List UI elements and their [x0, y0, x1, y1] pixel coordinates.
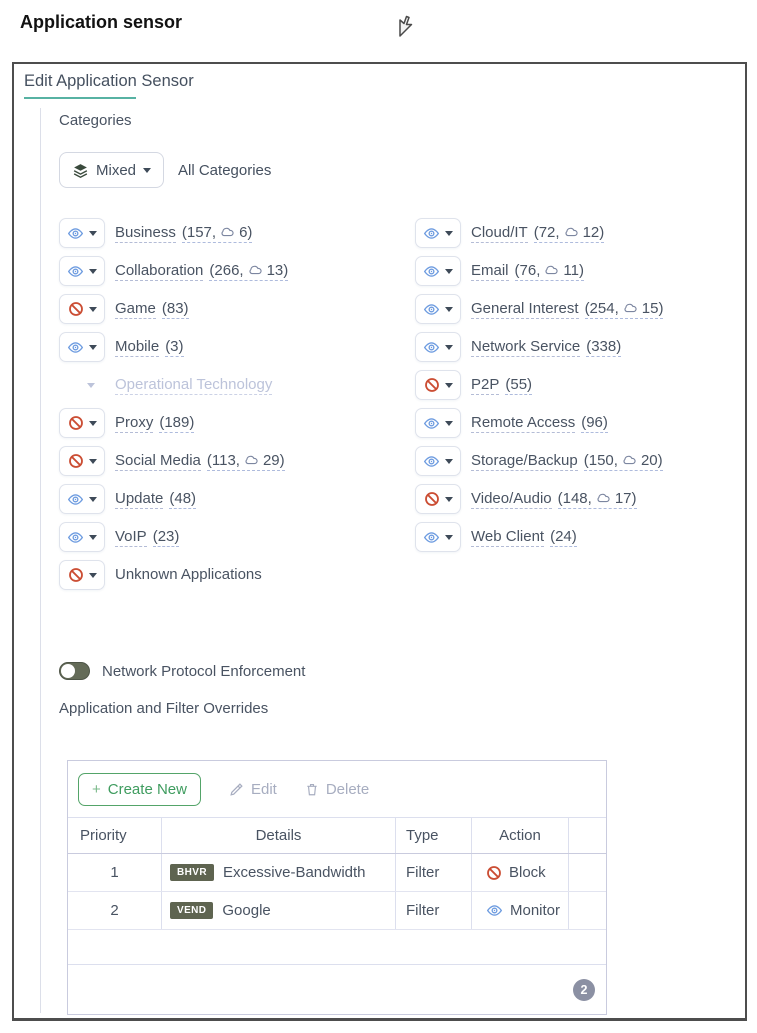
column-header-spacer [568, 818, 606, 853]
pencil-icon [229, 782, 244, 797]
form-indent-divider [40, 108, 41, 1013]
priority-cell: 2 [110, 902, 119, 919]
action-cell: Block [471, 854, 568, 891]
column-header-action[interactable]: Action [471, 818, 568, 853]
category-action-dropdown[interactable] [415, 446, 461, 476]
chevron-down-icon [89, 307, 97, 312]
panel-title: Edit Application Sensor [24, 72, 194, 90]
category-action-dropdown[interactable] [59, 446, 105, 476]
monitor-eye-icon [423, 301, 440, 318]
cloud-icon [244, 452, 259, 469]
monitor-eye-icon [486, 902, 503, 919]
chevron-down-icon [445, 307, 453, 312]
category-row [415, 442, 663, 480]
table-header-row [68, 818, 606, 854]
create-new-button[interactable]: + Create New [78, 773, 201, 806]
chevron-down-icon [89, 421, 97, 426]
type-cell: Filter [395, 854, 471, 891]
category-row [59, 328, 415, 366]
monitor-eye-icon [67, 225, 84, 242]
monitor-eye-icon [423, 225, 440, 242]
layers-icon [72, 162, 89, 179]
category-row [415, 252, 663, 290]
chevron-down-icon [89, 231, 97, 236]
chevron-down-icon [445, 535, 453, 540]
monitor-eye-icon [423, 339, 440, 356]
category-row [415, 366, 663, 404]
cloud-icon [622, 452, 637, 469]
category-action-dropdown[interactable] [415, 294, 461, 324]
category-action-dropdown[interactable] [59, 408, 105, 438]
category-label[interactable]: Proxy (189) [115, 413, 195, 431]
overrides-table [67, 760, 607, 1015]
chevron-down-icon [445, 345, 453, 350]
category-label[interactable]: Email (76, 11) [471, 261, 584, 279]
column-header-type[interactable]: Type [395, 818, 471, 853]
cloud-icon [248, 262, 263, 279]
category-label[interactable]: P2P (55) [471, 375, 533, 393]
table-footer [68, 964, 606, 1014]
category-row [59, 442, 415, 480]
plus-icon: + [92, 780, 101, 798]
overrides-label: Application and Filter Overrides [59, 700, 269, 717]
chevron-down-icon [89, 573, 97, 578]
category-row [59, 290, 415, 328]
monitor-eye-icon [67, 339, 84, 356]
category-row [59, 518, 415, 556]
category-label[interactable]: Network Service (338) [471, 337, 622, 355]
overrides-toolbar [68, 761, 606, 818]
network-protocol-enforcement-row [59, 662, 305, 680]
category-label[interactable]: Collaboration (266, 13) [115, 261, 289, 279]
category-label[interactable]: Web Client (24) [471, 527, 577, 545]
chevron-down-icon [445, 497, 453, 502]
category-row-empty [415, 556, 663, 594]
category-action-dropdown[interactable] [415, 484, 461, 514]
row-spacer [568, 892, 606, 929]
category-mode-caption: All Categories [178, 161, 272, 179]
category-action-dropdown[interactable] [415, 408, 461, 438]
category-label[interactable]: Cloud/IT (72, 12) [471, 223, 605, 241]
block-icon [68, 415, 84, 431]
block-icon [486, 865, 502, 881]
category-row [415, 290, 663, 328]
delete-button[interactable]: Delete [305, 781, 369, 798]
block-icon [424, 491, 440, 507]
category-action-dropdown[interactable] [59, 560, 105, 590]
monitor-eye-icon [67, 491, 84, 508]
category-mode-label: Mixed [96, 161, 137, 179]
edit-application-sensor-panel [12, 62, 747, 1021]
category-mode-dropdown-button[interactable] [59, 152, 164, 188]
category-label[interactable]: Storage/Backup (150, 20) [471, 451, 663, 469]
category-row [59, 556, 415, 594]
details-cell: BHVR Excessive-Bandwidth [161, 854, 395, 891]
cloud-icon [564, 224, 579, 241]
monitor-eye-icon [423, 263, 440, 280]
chevron-down-icon [445, 383, 453, 388]
category-row [59, 404, 415, 442]
cloud-icon [596, 490, 611, 507]
chevron-down-icon [89, 269, 97, 274]
category-action-dropdown[interactable] [415, 256, 461, 286]
category-row [415, 518, 663, 556]
column-header-details[interactable]: Details [161, 818, 395, 853]
block-icon [68, 567, 84, 583]
network-protocol-enforcement-label: Network Protocol Enforcement [102, 662, 306, 680]
priority-cell: 1 [110, 864, 119, 881]
category-label: Operational Technology [115, 375, 273, 393]
category-label[interactable]: Social Media (113, 29) [115, 451, 285, 469]
table-row[interactable] [68, 892, 606, 930]
chevron-down-icon [445, 459, 453, 464]
table-row[interactable] [68, 854, 606, 892]
trash-icon [305, 782, 319, 797]
block-icon [68, 301, 84, 317]
table-empty-space [68, 930, 606, 964]
category-action-dropdown[interactable] [59, 218, 105, 248]
edit-button[interactable]: Edit [229, 781, 277, 798]
chevron-down-icon [445, 421, 453, 426]
category-label[interactable]: Video/Audio (148, 17) [471, 489, 637, 507]
action-cell: Monitor [471, 892, 568, 929]
monitor-eye-icon [423, 415, 440, 432]
block-icon [424, 377, 440, 393]
category-row [415, 480, 663, 518]
monitor-eye-icon [67, 529, 84, 546]
category-row [415, 404, 663, 442]
column-header-priority[interactable]: Priority [80, 827, 127, 844]
category-row-disabled [59, 366, 415, 404]
block-icon [68, 453, 84, 469]
filter-type-tag: BHVR [170, 864, 214, 881]
category-label[interactable]: Remote Access (96) [471, 413, 608, 431]
category-action-dropdown[interactable] [415, 370, 461, 400]
monitor-eye-icon [423, 453, 440, 470]
chevron-down-icon [89, 497, 97, 502]
details-cell: VEND Google [161, 892, 395, 929]
category-label[interactable]: Game (83) [115, 299, 189, 317]
chevron-down-icon [89, 535, 97, 540]
cloud-icon [220, 224, 235, 241]
category-action-dropdown[interactable] [415, 332, 461, 362]
monitor-eye-icon [67, 263, 84, 280]
mouse-cursor-icon [395, 14, 413, 37]
chevron-down-icon [87, 383, 95, 388]
chevron-down-icon [89, 459, 97, 464]
category-grid [59, 214, 663, 594]
chevron-down-icon [89, 345, 97, 350]
category-action-dropdown[interactable] [415, 218, 461, 248]
chevron-down-icon [143, 168, 151, 173]
category-row [415, 328, 663, 366]
category-action-dropdown[interactable] [59, 294, 105, 324]
category-row [59, 480, 415, 518]
chevron-down-icon [445, 269, 453, 274]
row-spacer [568, 854, 606, 891]
category-row [415, 214, 663, 252]
chevron-down-icon [445, 231, 453, 236]
row-count-badge: 2 [573, 979, 595, 1001]
network-protocol-enforcement-toggle[interactable] [59, 662, 90, 680]
category-label[interactable]: Business (157, 6) [115, 223, 253, 241]
cloud-icon [623, 300, 638, 317]
categories-label: Categories [59, 112, 132, 129]
category-action-dropdown[interactable] [59, 256, 105, 286]
type-cell: Filter [395, 892, 471, 929]
monitor-eye-icon [423, 529, 440, 546]
category-action-dropdown[interactable] [59, 522, 105, 552]
category-action-dropdown[interactable] [415, 522, 461, 552]
category-label[interactable]: Unknown Applications [115, 566, 262, 583]
category-label[interactable]: General Interest (254, 15) [471, 299, 664, 317]
category-action-dropdown[interactable] [59, 332, 105, 362]
category-row [59, 214, 415, 252]
filter-type-tag: VEND [170, 902, 213, 919]
category-label[interactable]: Update (48) [115, 489, 197, 507]
category-label[interactable]: Mobile (3) [115, 337, 184, 355]
category-mode-row [59, 152, 271, 188]
page-title: Application sensor [20, 12, 183, 32]
cloud-icon [544, 262, 559, 279]
category-label[interactable]: VoIP (23) [115, 527, 180, 545]
category-action-dropdown[interactable] [59, 484, 105, 514]
active-tab-underline [24, 97, 136, 99]
category-row [59, 252, 415, 290]
